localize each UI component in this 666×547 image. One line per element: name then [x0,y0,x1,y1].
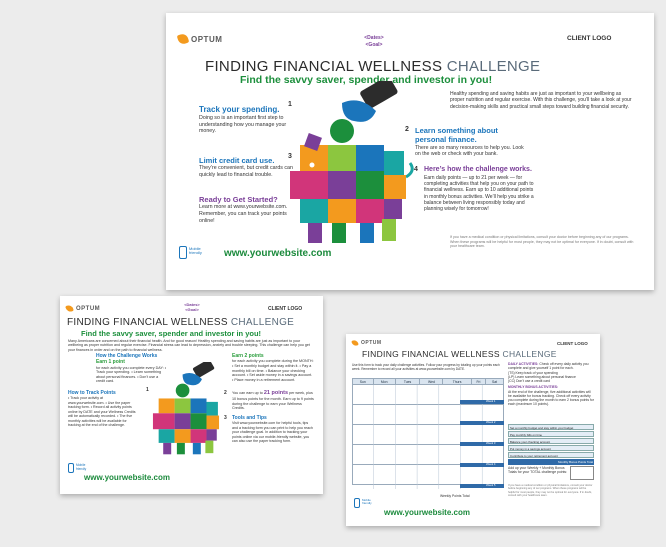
optum-logo-text: OPTUM [361,340,382,346]
optum-logo [352,340,382,346]
day-header: Tues [395,379,420,385]
step-number-1: 1 [146,387,149,393]
page-title [362,349,557,359]
daily-item-2: (LP) Learn something about personal finance [508,374,576,379]
optum-logo-text: OPTUM [191,34,223,44]
total-points-box[interactable] [570,466,594,480]
subtitle: Find the savvy saver, spender and investor in you! [81,329,262,338]
week-label-4: Week 4 [486,462,496,466]
bonus-body: At the end of the challenge, five additional activities will be available for bonus tracking. Check off every activity you complete during the month to earn 2 bonus points for each (maximum 10 points). [508,389,594,407]
day-header: Mon [373,379,395,385]
pig-leg-back-right [382,219,396,241]
page-title [205,58,540,75]
subtitle: Find the savvy saver, spender and investor in you! [240,74,493,86]
pig-leg-front-left [308,223,322,243]
mobile-friendly-label: Mobile friendly [76,463,87,471]
pig-body-puzzle [290,145,406,223]
mobile-phone-icon [179,246,187,259]
day-header: Wed [420,379,443,385]
earn21-post: per week, plus 10 bonus points for the month. Earn up to 9 points during the challenge to earn your Wellness Credits. [232,391,314,411]
optum-logo-icon [65,304,74,313]
mobile-phone-icon [68,463,74,473]
title-accent: CHALLENGE [446,58,541,75]
step4-block [424,166,536,212]
title-main: FINDING FINANCIAL WELLNESS [362,349,503,359]
add-up-text: Add up your Weekly + Monthly Bonus Totals for your TOTAL challenge points: [508,466,568,475]
bonus-total-label: Monthly Bonus Points Total [508,459,594,465]
step-number-3: 3 [288,153,292,160]
pig-tail [406,163,412,177]
track-title: How to Track Points [68,390,116,396]
optum-logo-icon [177,33,190,46]
coin-icon [330,119,354,143]
tools-title: Tools and Tips [232,415,267,421]
ready-title: Ready to Get Started? [199,195,278,204]
goal-placeholder: <Goal> [185,307,199,312]
step-number-2: 2 [405,126,409,133]
pig-eye [310,163,315,168]
website-url[interactable]: www.yourwebsite.com [224,248,332,259]
weekly-points-total-label: Weekly Points Total [440,494,470,498]
daily-body: Check off every daily activity you complete and give yourself 1 point for each. [508,362,589,371]
goal-placeholder: <Goal> [365,42,383,48]
sheet-flyer [60,296,323,494]
daily-title: DAILY ACTIVITIES: [508,362,539,366]
bonus-activities-list [508,424,594,465]
week-label-2: Week 2 [486,420,496,424]
piggy-bank-puzzle-illustration [144,362,228,460]
works-title: How the Challenge Works [96,353,158,359]
earn21-block [232,390,314,411]
week-label-3: Week 3 [486,441,496,445]
disclaimer-text: If you have a medical condition or physical limitations, consult your doctor before beginning any of our programs. When these programs will be helpful for most people, they may not be optimal for everyone. If in doubt, consult with your healthcare team. [450,235,634,249]
day-header: Sun [353,379,374,385]
client-logo: CLIENT LOGO [567,35,612,42]
optum-logo [178,34,222,44]
step1-body: Doing so is an important first step to understanding how you manage your money. [199,115,287,135]
day-header: Sat [486,379,504,385]
title-accent: CHALLENGE [230,317,295,328]
step1-title: Track your spending. [199,105,280,114]
website-url[interactable]: www.yourwebsite.com [84,473,170,482]
pig-leg-front-right [332,223,346,243]
mobile-friendly-label: Mobile friendly [189,246,202,256]
earn1-title: Earn 1 point [96,359,125,366]
dates-placeholder: <Dates> [364,35,384,41]
client-logo: CLIENT LOGO [557,341,588,346]
title-main: FINDING FINANCIAL WELLNESS [67,317,231,328]
intro-text: Healthy spending and saving habits are just as important to your wellbeing as proper nutrition and regular exercise. With this challenge, you’ll take a look at your decision-making skills and practical small steps toward building financial security. [450,91,632,110]
bonus-item[interactable]: Put money in a savings account [508,445,594,451]
step-number-2: 2 [224,390,227,396]
step-number-1: 1 [288,101,292,108]
form-intro: Use this form to track your daily challenge activities. Follow your progress by totaling up your points each week. Remember to record all your activities at www.yourwebsite.com by DATE. [352,363,500,371]
piggy-bank-puzzle-illustration [278,81,418,253]
bonus-item[interactable]: Pay monthly bills on time [508,431,594,437]
tools-body: Visit www.yourwebsite.com for helpful tools, tips and a tracking form you can print to help you reach your challenge goal. In addition to tracking your points online via our mobile-friendly website, you can also use the paper tracking form. [232,421,313,444]
daily-item-1: (TS) Keep track of your spending [508,370,558,375]
daily-item-3: (CC) Don’t use a credit card [508,379,551,383]
dates-placeholder: <Dates> [184,302,200,307]
bonus-title: MONTHLY BONUS ACTIVITIES: [508,385,559,390]
intro-text: Many Americans are concerned about their financial health. And for good reason! Healthy spending and saving habits are just as important to your wellbeing as proper nutrition and regular exercise. Financial stress can lead to depression, anxiety and trouble sleeping. This challenge can help you get your finances in order and on the path to financial wellness. [68,339,310,352]
bonus-item[interactable]: Set a monthly budget and stay within your budget [508,424,594,430]
bonus-item[interactable]: Contribute to your retirement account [508,452,594,458]
sheet-tracking-form [346,334,600,526]
mobile-friendly-label: Mobile friendly [362,498,372,506]
track-body: • Track your activity at www.yourwebsite.com. • Use the paper tracking form. • Record all activity points online by DATE and your Wellness Credits will be automatically recorded. • The five monthly activities will be available for tracking at the end of the challenge. [68,396,136,428]
step4-body: Earn daily points — up to 21 per week — for completing activities that help you on your path to financial wellness. Earn up to 10 additional points in monthly bonus activities. We’ll help you strike a balance between living responsibly today and planning wisely for tomorrow! [424,174,534,212]
step3-title: Limit credit card use. [199,156,275,165]
step-number-3: 3 [224,415,227,421]
tools-block [232,415,314,444]
week-label-1: Week 1 [486,399,496,403]
day-header: Thurs [443,379,471,385]
day-header: Fri [471,379,486,385]
earn1-body: for each activity you complete every DAY: • Track your spending. • Learn something about personal finances. • Don’t use a credit card. [96,365,167,384]
daily-block [508,362,594,407]
step2-title: Learn something about personal finance. [415,126,498,145]
earn21-pre: You can earn up to [232,391,264,395]
client-logo: CLIENT LOGO [268,306,303,312]
pig-leg-back-left [360,223,374,243]
optum-logo [66,305,100,312]
optum-logo-icon [351,339,359,347]
earn2-body: for each activity you complete during the MONTH: • Set a monthly budget and stay within it. • Pay a monthly bill on time. • Balance your checking account. • Set aside money in a savings account. • Place money in a retirement account. [232,359,314,382]
week-label-5: Week 5 [486,483,496,487]
optum-logo-text: OPTUM [76,305,101,312]
title-main: FINDING FINANCIAL WELLNESS [205,58,447,75]
mobile-phone-icon [354,498,360,508]
page-title [67,317,294,328]
step2-block [415,126,527,158]
website-url[interactable]: www.yourwebsite.com [384,508,470,517]
earn2-block [232,353,314,382]
track-block [68,390,136,428]
sheet-poster-large [166,13,654,290]
earn21-highlight: 21 points [263,390,289,396]
step-number-4: 4 [414,166,418,173]
tracking-grid-lines [352,385,504,489]
disclaimer-text: If you have a medical condition or physical limitations, consult your doctor before beginning any of our programs. When these programs will be helpful for most people, they may not be optimal for everyone. If in doubt, consult with your healthcare team. [508,484,593,498]
step4-title: Here’s how the challenge works. [424,166,532,173]
earn2-title: Earn 2 points [232,353,264,359]
ready-body: Learn more at www.yourwebsite.com. Remember, you can track your points online! [199,204,288,224]
title-accent: CHALLENGE [502,349,557,359]
bonus-item[interactable]: Balance your checking account [508,438,594,444]
step3-body: They’re convenient, but credit cards can quickly lead to financial trouble. [199,165,293,178]
step2-body: There are so many resources to help you. Look on the web or check with your bank. [415,144,524,158]
